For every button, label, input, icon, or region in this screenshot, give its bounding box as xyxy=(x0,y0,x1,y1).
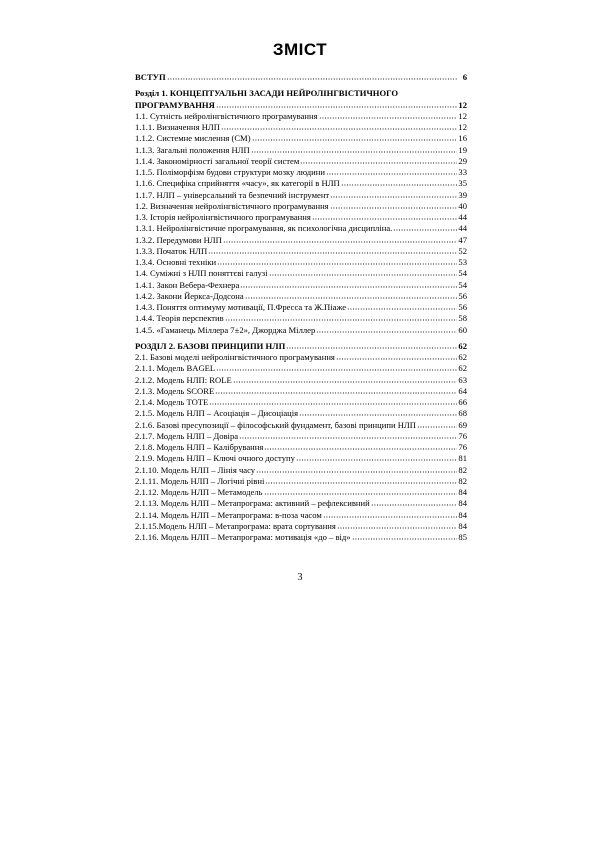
toc-entry-title: 2.1.3. Модель SCORE xyxy=(135,385,215,396)
toc-entry-title: 1.4.2. Закони Йеркса-Додсона xyxy=(135,290,244,301)
leader-dots xyxy=(240,282,457,288)
toc-entry-title: 2.1.7. Модель НЛП – Довіра xyxy=(135,430,239,441)
toc-entry xyxy=(135,156,467,167)
toc-entry-page: 44 xyxy=(458,223,467,234)
toc-entry-page: 82 xyxy=(458,475,467,486)
toc-entry-page: 40 xyxy=(458,200,467,211)
leader-dots xyxy=(319,113,457,119)
toc-entry-page: 76 xyxy=(458,430,467,441)
toc-entry-title: 1.3.3. Початок НЛП xyxy=(135,245,208,256)
leader-dots xyxy=(264,489,457,495)
toc-entry-page: 84 xyxy=(458,509,467,520)
leader-dots xyxy=(417,422,457,428)
toc-entry-page: 33 xyxy=(458,167,467,177)
toc-entry xyxy=(135,363,467,374)
toc-entry-page: 12 xyxy=(458,122,467,132)
leader-dots xyxy=(265,478,457,484)
toc-entry xyxy=(135,178,467,189)
leader-dots xyxy=(371,500,457,506)
toc-entry-page: 84 xyxy=(458,498,467,509)
leader-dots xyxy=(316,327,457,333)
toc-entry xyxy=(135,397,467,408)
toc-entry-page: 56 xyxy=(458,302,467,312)
toc-entry-title: 2.1.1. Модель BAGEL xyxy=(135,363,216,374)
toc-entry-page: 62 xyxy=(458,363,467,374)
leader-dots xyxy=(337,523,457,529)
toc-entry-title: 2.1.10. Модель НЛП – Лінія часу xyxy=(135,464,256,475)
toc-entry-page: 81 xyxy=(458,453,467,464)
toc-entry xyxy=(135,453,467,464)
toc-entry xyxy=(135,72,467,83)
toc-entry-title: ВСТУП xyxy=(135,72,166,82)
toc-entry-title: 2.1.15.Модель НЛП – Метапрограма: врата сортування xyxy=(135,520,336,531)
leader-dots xyxy=(336,354,457,360)
toc-entry xyxy=(135,235,467,246)
leader-dots xyxy=(330,192,457,198)
toc-entry-page: 60 xyxy=(458,324,467,335)
toc-entry-page: 76 xyxy=(458,442,467,452)
toc-entry-title: 1.3. Історія нейролінгвістичного програмування xyxy=(135,212,311,222)
toc-entry-title: 1.1.6. Специфіка сприйняття «часу», як категорії в НЛП xyxy=(135,178,340,189)
toc-entry-title: 1.3.2. Передумови НЛП xyxy=(135,234,222,245)
toc-entry-page: 54 xyxy=(458,279,467,290)
leader-dots xyxy=(245,293,457,299)
toc-entry xyxy=(135,246,467,257)
toc-entry-page: 69 xyxy=(458,419,467,430)
toc-entry xyxy=(135,111,467,122)
leader-dots xyxy=(221,124,457,130)
toc-entry xyxy=(135,88,467,111)
toc-entry xyxy=(135,442,467,453)
table-of-contents xyxy=(135,72,467,543)
toc-entry-title: 2.1. Базові моделі нейролінгвістичного програмування xyxy=(135,352,335,362)
toc-entry-page: 52 xyxy=(458,245,467,256)
toc-entry-page: 63 xyxy=(458,374,467,385)
leader-dots xyxy=(251,147,457,153)
toc-entry-page: 84 xyxy=(458,520,467,531)
leader-dots xyxy=(209,399,457,405)
toc-entry xyxy=(135,133,467,144)
leader-dots xyxy=(239,433,457,439)
leader-dots xyxy=(286,343,457,349)
leader-dots xyxy=(323,512,457,518)
toc-entry-title: 2.1.2. Модель НЛП: ROLE xyxy=(135,374,232,385)
toc-entry xyxy=(135,291,467,302)
toc-entry xyxy=(135,386,467,397)
toc-entry xyxy=(135,408,467,419)
leader-dots xyxy=(252,135,457,141)
page-title: ЗМІСТ xyxy=(272,40,328,59)
leader-dots xyxy=(269,270,457,276)
toc-entry-page: 47 xyxy=(458,234,467,245)
toc-entry-title: 1.1.7. НЛП – універсальний та безпечний інструмент xyxy=(135,189,330,200)
toc-entry-title: 1.4.5. «Гаманець Міллера 7±2», Джорджа Міллер xyxy=(135,324,316,335)
toc-entry xyxy=(135,521,467,532)
toc-entry xyxy=(135,465,467,476)
toc-entry-title: 1.4.1. Закон Вебера-Фехнера xyxy=(135,279,240,290)
toc-entry-page: 68 xyxy=(458,408,467,419)
leader-dots xyxy=(216,365,457,371)
leader-dots xyxy=(347,304,457,310)
toc-entry-title: 2.1.16. Модель НЛП – Метапрограма: мотивація «до – від» xyxy=(135,532,351,542)
toc-entry-page: 12 xyxy=(458,110,467,121)
toc-entry-title: 2.1.12. Модель НЛП – Метамодель xyxy=(135,487,263,497)
toc-entry-page: 39 xyxy=(458,189,467,200)
toc-entry xyxy=(135,476,467,487)
toc-entry-page: 44 xyxy=(458,212,467,222)
toc-entry xyxy=(135,431,467,442)
leader-dots xyxy=(326,169,457,175)
toc-entry-page: 6 xyxy=(462,72,467,82)
toc-entry-page: 12 xyxy=(458,99,467,110)
toc-entry xyxy=(135,257,467,268)
toc-entry xyxy=(135,532,467,543)
toc-entry-title: 2.1.8. Модель НЛП – Калібрування xyxy=(135,442,264,452)
toc-entry xyxy=(135,498,467,509)
toc-entry-title: 2.1.14. Модель НЛП – Метапрограма: в-поза часом xyxy=(135,509,322,520)
toc-entry xyxy=(135,341,467,352)
toc-entry-page: 58 xyxy=(458,313,467,324)
toc-entry-title: 2.1.6. Базові пресупозиції – філософський фундамент, базові принципи НЛП xyxy=(135,419,416,430)
toc-entry-title: 1.2. Визначення нейролінгвістичного програмування xyxy=(135,200,329,211)
toc-entry xyxy=(135,122,467,133)
toc-entry xyxy=(135,510,467,521)
toc-entry-title: 2.1.9. Модель НЛП – Ключі очного доступу xyxy=(135,453,295,464)
leader-dots xyxy=(167,74,457,80)
toc-entry xyxy=(135,212,467,223)
toc-entry-title: 1.4.3. Поняття оптимуму мотивації, П.Фресса та Ж.Піаже xyxy=(135,302,347,312)
toc-entry-line xyxy=(135,100,467,111)
toc-entry-page: 53 xyxy=(458,257,467,267)
toc-entry-title: 2.1.4. Модель TOTE xyxy=(135,397,209,407)
toc-entry xyxy=(135,190,467,201)
leader-dots xyxy=(300,158,457,164)
toc-entry-title: 1.4.4. Теорія перспектив xyxy=(135,313,224,324)
toc-entry-title: 1.3.1. Нейролінгвістичне програмування, як психологічна дисципліна. xyxy=(135,223,393,234)
toc-entry-page: 62 xyxy=(458,340,467,351)
toc-entry-page: 16 xyxy=(458,133,467,144)
toc-entry-title: 2.1.5. Модель НЛП – Асоціація – Дисоціація xyxy=(135,408,299,419)
leader-dots xyxy=(256,467,457,473)
leader-dots xyxy=(208,248,457,254)
leader-dots xyxy=(330,203,457,209)
leader-dots xyxy=(225,315,457,321)
toc-entry-title: 1.1.3. Загальні положення НЛП xyxy=(135,144,250,155)
toc-entry-page: 85 xyxy=(458,532,467,542)
toc-entry xyxy=(135,167,467,178)
toc-entry-page: 56 xyxy=(458,290,467,301)
leader-dots xyxy=(299,410,457,416)
toc-entry-page: 19 xyxy=(458,144,467,155)
toc-entry xyxy=(135,352,467,363)
toc-entry-title: 1.1.5. Поліморфізм будови структури мозку людини xyxy=(135,167,325,177)
toc-entry xyxy=(135,268,467,279)
toc-entry-title: 1.4. Суміжні з НЛП поняттєві галузі xyxy=(135,268,268,279)
toc-entry-title: 1.3.4. Основні техніки xyxy=(135,257,217,267)
toc-entry-page: 66 xyxy=(458,397,467,407)
toc-entry-page: 82 xyxy=(458,464,467,475)
page-number: 3 xyxy=(297,572,303,583)
leader-dots xyxy=(393,225,457,231)
leader-dots xyxy=(264,444,457,450)
toc-entry-title: 1.1. Сутність нейролінгвістичного програмування xyxy=(135,110,318,121)
toc-entry-title: 1.1.1. Визначення НЛП xyxy=(135,122,220,132)
toc-entry-title-cont: ПРОГРАМУВАННЯ xyxy=(135,99,215,110)
toc-entry-title: РОЗДІЛ 2. БАЗОВІ ПРИНЦИПИ НЛП xyxy=(135,340,286,351)
leader-dots xyxy=(216,102,457,108)
leader-dots xyxy=(223,237,457,243)
leader-dots xyxy=(215,388,457,394)
toc-entry xyxy=(135,223,467,234)
leader-dots xyxy=(233,377,457,383)
toc-entry-page: 29 xyxy=(458,155,467,166)
toc-entry xyxy=(135,201,467,212)
toc-entry xyxy=(135,420,467,431)
toc-entry-page: 62 xyxy=(458,352,467,362)
leader-dots xyxy=(352,534,457,540)
toc-entry-page: 64 xyxy=(458,385,467,396)
toc-entry xyxy=(135,302,467,313)
leader-dots xyxy=(296,455,457,461)
leader-dots xyxy=(341,180,457,186)
toc-entry xyxy=(135,487,467,498)
toc-entry xyxy=(135,145,467,156)
toc-entry-title: 2.1.11. Модель НЛП – Логічні рівні xyxy=(135,475,265,486)
toc-entry-title: Розділ 1. КОНЦЕПТУАЛЬНІ ЗАСАДИ НЕЙРОЛІНГВІСТИЧНОГО xyxy=(135,88,399,99)
leader-dots xyxy=(217,259,457,265)
toc-entry xyxy=(135,375,467,386)
toc-entry-title: 2.1.13. Модель НЛП – Метапрограма: активний – рефлексивний xyxy=(135,498,370,509)
toc-entry-title: 1.1.2. Системне мислення (СМ) xyxy=(135,133,251,144)
toc-entry-page: 35 xyxy=(458,178,467,189)
toc-entry xyxy=(135,325,467,336)
toc-entry xyxy=(135,313,467,324)
toc-entry-page: 54 xyxy=(458,268,467,279)
toc-entry-title: 1.1.4. Закономірності загальної теорії систем xyxy=(135,155,300,166)
leader-dots xyxy=(312,214,457,220)
toc-entry xyxy=(135,280,467,291)
toc-entry-page: 84 xyxy=(458,487,467,497)
